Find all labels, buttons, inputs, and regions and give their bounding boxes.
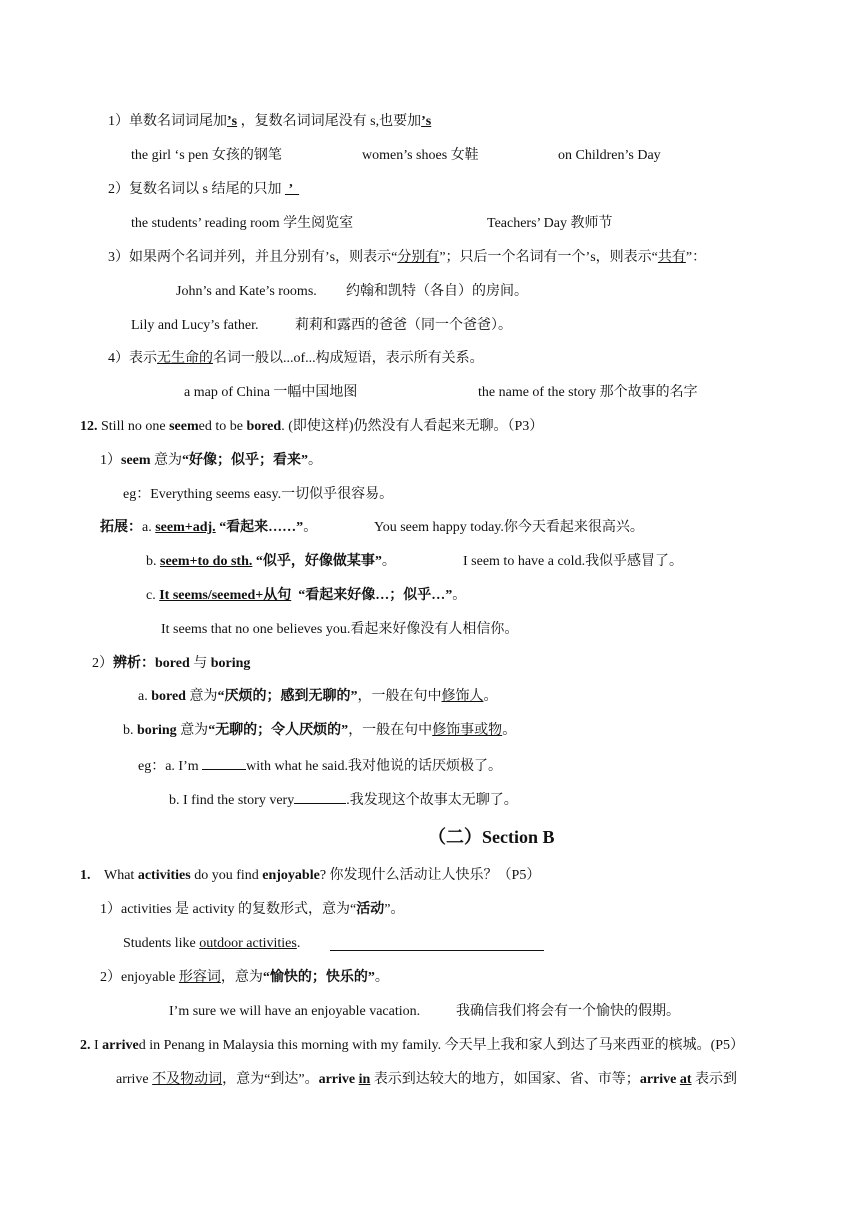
meaning: “愉快的；快乐的” — [262, 970, 375, 985]
text: arrive — [116, 1072, 153, 1087]
meaning: “无聊的；令人厌烦的” — [208, 723, 349, 738]
rule-2 — [108, 180, 299, 200]
example: I seem to have a cold.我似乎感冒了。 — [463, 554, 684, 569]
exercise-a — [138, 755, 502, 777]
point-1 — [100, 900, 404, 920]
translation: 莉莉和露西的爸爸（同一个爸爸）。 — [295, 318, 512, 333]
text: 表示到达较大的地方，如国家、省、市等； — [370, 1072, 640, 1087]
example: women’s shoes 女鞋 — [362, 148, 479, 163]
fill-blank[interactable] — [330, 936, 544, 951]
example: the girl ‘s pen 女孩的钢笔 — [131, 148, 282, 163]
preposition: in — [358, 1072, 371, 1087]
item-2 — [80, 1036, 744, 1056]
text: . (即使这样)仍然没有人看起来无聊。（P3） — [281, 419, 544, 434]
keyword: seem — [121, 453, 151, 468]
text: with what he said.我对他说的话厌烦极了。 — [246, 759, 503, 774]
translation-exercise — [123, 934, 300, 954]
rule-3 — [108, 248, 706, 268]
text: do you find — [190, 868, 263, 883]
text: 名词一般以...of...构成短语，表示所有关系。 — [213, 351, 484, 366]
text: 。 — [483, 689, 498, 704]
text: b. I find the story very — [169, 793, 295, 808]
text: Students like — [123, 936, 200, 951]
text: 1）单数名词词尾加 — [108, 114, 227, 129]
keyword: bored — [151, 689, 186, 704]
label: 拓展： — [100, 520, 142, 535]
text: 。 — [308, 453, 323, 468]
text: .我发现这个故事太无聊了。 — [346, 793, 518, 808]
keyword: 无生命的 — [157, 351, 213, 366]
example: You seem happy today.你今天看起来很高兴。 — [374, 520, 644, 535]
text: I — [94, 1038, 103, 1053]
text: 2）enjoyable — [100, 970, 179, 985]
keyword: activities — [137, 868, 191, 883]
text: a. — [138, 689, 152, 704]
keyword: enjoyable — [262, 868, 320, 883]
example: the students’ reading room 学生阅览室 — [131, 216, 354, 231]
example: It seems that no one believes you.看起来好像没有人相信你。 — [161, 622, 519, 637]
text: 。 — [303, 520, 318, 535]
text: ”；只后一个名词有一个’s，则表示“ — [439, 250, 658, 265]
item-number: 2. — [80, 1038, 94, 1053]
rule-4 — [108, 349, 484, 369]
keyword: seem — [169, 419, 199, 434]
extension-a — [100, 518, 317, 538]
point-1 — [100, 451, 322, 471]
text: ，一般在句中 — [357, 689, 442, 704]
text: 2）复数名词以 s 结尾的只加 — [108, 182, 285, 197]
apostrophe-s: ’s — [227, 114, 238, 129]
keyword: arrive — [102, 1038, 139, 1053]
translation: 我确信我们将会有一个愉快的假期。 — [456, 1004, 680, 1019]
example: eg：Everything seems easy.一切似乎很容易。 — [123, 487, 394, 502]
keyword: 共有 — [657, 250, 686, 265]
boring-definition — [123, 721, 516, 741]
text: . — [296, 936, 301, 951]
extension-b — [146, 552, 396, 572]
point-2 — [92, 654, 250, 674]
example: on Children’s Day — [558, 148, 661, 163]
item-12 — [80, 417, 543, 437]
fill-blank[interactable] — [294, 789, 346, 804]
text: b. — [123, 723, 137, 738]
text: 2） — [92, 656, 113, 671]
item-1 — [80, 866, 91, 886]
meaning: “厌烦的；感到无聊的” — [217, 689, 358, 704]
example: Teachers’ Day 教师节 — [487, 216, 613, 231]
example: the name of the story 那个故事的名字 — [478, 385, 698, 400]
apostrophe-s: ’s — [421, 114, 432, 129]
text: 意为 — [185, 689, 218, 704]
keyword: boring — [137, 723, 177, 738]
preposition: at — [679, 1072, 692, 1087]
keyword: arrive — [318, 1072, 359, 1087]
text: 。 — [502, 723, 517, 738]
keyword: seem+to do sth. — [160, 554, 253, 569]
meaning: “看起来……” — [215, 520, 304, 535]
text: 意为 — [176, 723, 209, 738]
text: 1）activities 是 activity 的复数形式，意为“ — [100, 902, 357, 917]
text: 表示到 — [691, 1072, 738, 1087]
text: What — [104, 868, 138, 883]
keyword: 分别有 — [397, 250, 440, 265]
text: ”。 — [384, 902, 405, 917]
text: ，复数名词词尾没有 s,也要加 — [237, 114, 422, 129]
text: 4）表示 — [108, 351, 157, 366]
text: ，一般在句中 — [348, 723, 433, 738]
text: ? 你发现什么活动让人快乐？（P5） — [319, 868, 541, 883]
keyword: 辨析：bored — [113, 656, 190, 671]
text: eg：a. I’m — [138, 759, 203, 774]
text: ed to be — [198, 419, 247, 434]
part-of-speech: 形容词 — [178, 970, 221, 985]
meaning: “似乎，好像做某事” — [252, 554, 382, 569]
example: John’s and Kate’s rooms. — [176, 284, 317, 299]
fill-blank[interactable] — [202, 755, 246, 770]
usage: 修饰事或物 — [432, 723, 503, 738]
text: c. — [146, 588, 160, 603]
exercise-b — [169, 789, 518, 811]
text: d in Penang in Malaysia this morning with my family. 今天早上我和家人到达了马来西亚的槟城。(P5） — [138, 1038, 745, 1053]
translation: 约翰和凯特（各自）的房间。 — [346, 284, 528, 299]
text: 。 — [381, 554, 396, 569]
phrase: outdoor activities — [199, 936, 297, 951]
text: 。 — [374, 970, 389, 985]
text: ，意为 — [220, 970, 263, 985]
meaning: “看起来好像…；似乎…” — [291, 588, 453, 603]
meaning: “好像；似乎；看来” — [182, 453, 309, 468]
example: Lily and Lucy’s father. — [131, 318, 259, 333]
example: I’m sure we will have an enjoyable vacation. — [169, 1004, 421, 1019]
keyword: arrive — [639, 1072, 680, 1087]
text: 1） — [100, 453, 121, 468]
keyword: seem+adj. — [155, 520, 216, 535]
rule-1 — [108, 112, 431, 132]
text: b. — [146, 554, 160, 569]
part-of-speech: 不及物动词 — [152, 1072, 223, 1087]
text: 与 — [189, 656, 211, 671]
keyword: bored — [246, 419, 282, 434]
meaning: 活动 — [356, 902, 385, 917]
extension-c — [146, 586, 466, 606]
bored-definition — [138, 687, 497, 707]
example: a map of China 一幅中国地图 — [184, 385, 358, 400]
item-1-sentence — [104, 866, 540, 886]
keyword: It seems/seemed+从句 — [159, 588, 292, 603]
section-heading: （二）Section B — [428, 827, 555, 847]
text: Still no one — [101, 419, 170, 434]
arrive-usage — [116, 1070, 737, 1090]
apostrophe: ’ — [284, 182, 300, 197]
text: 3）如果两个名词并列，并且分别有’s，则表示“ — [108, 250, 398, 265]
keyword: boring — [210, 656, 251, 671]
item-number: 1. — [80, 868, 91, 883]
text: 。 — [452, 588, 467, 603]
text: ，意为“到达”。 — [222, 1072, 319, 1087]
text: ”： — [685, 250, 707, 265]
item-number: 12. — [80, 419, 101, 434]
text: a. — [142, 520, 156, 535]
usage: 修饰人 — [441, 689, 484, 704]
point-2 — [100, 968, 389, 988]
text: 意为 — [150, 453, 183, 468]
